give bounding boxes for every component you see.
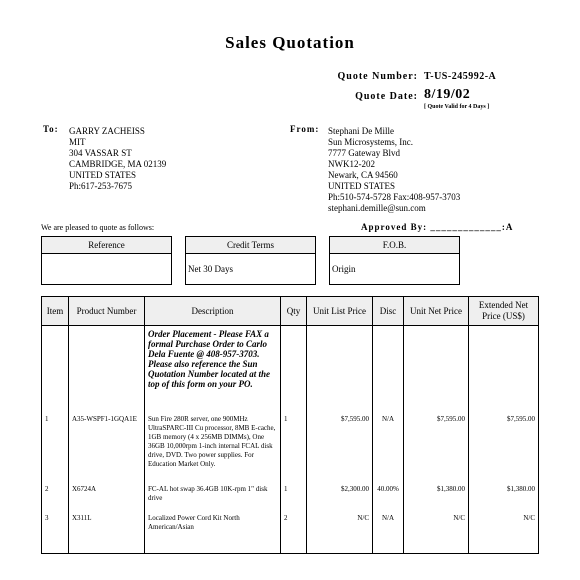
col-disc: Disc	[373, 297, 404, 326]
to-line: UNITED STATES	[69, 170, 137, 180]
fob-value: Origin	[329, 253, 460, 285]
to-label: To:	[43, 124, 59, 134]
credit-terms-header: Credit Terms	[185, 236, 316, 254]
col-product-number: Product Number	[69, 297, 145, 326]
row-qty: 1	[281, 414, 307, 484]
row-net-price: $1,380.00	[404, 484, 469, 513]
row-extended-price: $7,595.00	[469, 414, 539, 484]
col-item: Item	[42, 297, 69, 326]
order-placement-note: Order Placement - Please FAX a formal Purchase Order to Carlo Dela Fuente @ 408-957-3703. Please also reference the Sun Quotation Number located at the top of this form on your PO.	[148, 329, 271, 389]
row-extended-price: N/C	[469, 513, 539, 554]
quotation-items-table	[41, 296, 539, 554]
col-description: Description	[145, 297, 281, 326]
intro-text: We are pleased to quote as follows:	[41, 223, 155, 232]
from-line: 7777 Gateway Blvd	[328, 148, 400, 158]
from-line: Newark, CA 94560	[328, 170, 398, 180]
row-list-price: N/C	[307, 513, 373, 554]
col-qty: Qty	[281, 297, 307, 326]
col-extended-net-price: Extended Net Price (US$)	[469, 297, 539, 326]
from-line: UNITED STATES	[328, 181, 396, 191]
col-unit-net-price: Unit Net Price	[404, 297, 469, 326]
from-line: NWK12-202	[328, 159, 375, 169]
table-row	[42, 484, 539, 513]
row-product: A35-WSPF1-1GQA1E	[69, 414, 145, 484]
row-item: 3	[42, 513, 69, 554]
credit-terms-value: Net 30 Days	[185, 253, 316, 285]
from-line: Stephani De Mille	[328, 126, 394, 136]
row-item: 1	[42, 414, 69, 484]
row-product: X311L	[69, 513, 145, 554]
page-title: Sales Quotation	[225, 33, 355, 52]
reference-value	[41, 253, 172, 285]
row-product: X6724A	[69, 484, 145, 513]
to-address	[69, 126, 166, 192]
from-address	[328, 126, 460, 214]
row-item: 2	[42, 484, 69, 513]
row-disc: N/A	[373, 513, 404, 554]
col-unit-list-price: Unit List Price	[307, 297, 373, 326]
row-disc: N/A	[373, 414, 404, 484]
fob-header: F.O.B.	[329, 236, 460, 254]
to-line: Ph:617-253-7675	[69, 181, 132, 191]
row-extended-price: $1,380.00	[469, 484, 539, 513]
from-line: stephani.demille@sun.com	[328, 203, 426, 213]
row-net-price: N/C	[404, 513, 469, 554]
reference-header: Reference	[41, 236, 172, 254]
table-header-row	[42, 297, 539, 326]
row-description: Sun Fire 280R server, one 900MHz UltraSPARC-III Cu processor, 8MB E-cache, 1GB memory (4 x 256MB DIMMs), One 36GB 10,000rpm 1-inch internal FCAL disk drive, DVD. Two power supplies. For Education Market Only.	[145, 414, 281, 484]
note-row	[42, 326, 539, 415]
row-qty: 2	[281, 513, 307, 554]
row-list-price: $2,300.00	[307, 484, 373, 513]
table-row	[42, 414, 539, 484]
row-description: Localized Power Cord Kit North American/Asian	[145, 513, 281, 554]
row-qty: 1	[281, 484, 307, 513]
row-disc: 40.00%	[373, 484, 404, 513]
row-list-price: $7,595.00	[307, 414, 373, 484]
from-line: Sun Microsystems, Inc.	[328, 137, 413, 147]
to-line: GARRY ZACHEISS	[69, 126, 145, 136]
quote-date-label: Quote Date:	[355, 91, 418, 102]
quote-validity: [ Quote Valid for 4 Days ]	[424, 104, 490, 110]
to-line: CAMBRIDGE, MA 02139	[69, 159, 167, 169]
to-line: MIT	[69, 137, 86, 147]
from-line: Ph:510-574-5728 Fax:408-957-3703	[328, 192, 461, 202]
from-label: From:	[290, 124, 320, 134]
quote-date: 8/19/02	[424, 87, 471, 102]
row-description: FC-AL hot swap 36.4GB 10K-rpm 1" disk drive	[145, 484, 281, 513]
quote-number: T-US-245992-A	[424, 71, 497, 82]
to-line: 304 VASSAR ST	[69, 148, 132, 158]
table-row	[42, 513, 539, 554]
quote-number-label: Quote Number:	[337, 71, 418, 82]
row-net-price: $7,595.00	[404, 414, 469, 484]
approved-by: Approved By: _____________:A	[361, 222, 514, 232]
